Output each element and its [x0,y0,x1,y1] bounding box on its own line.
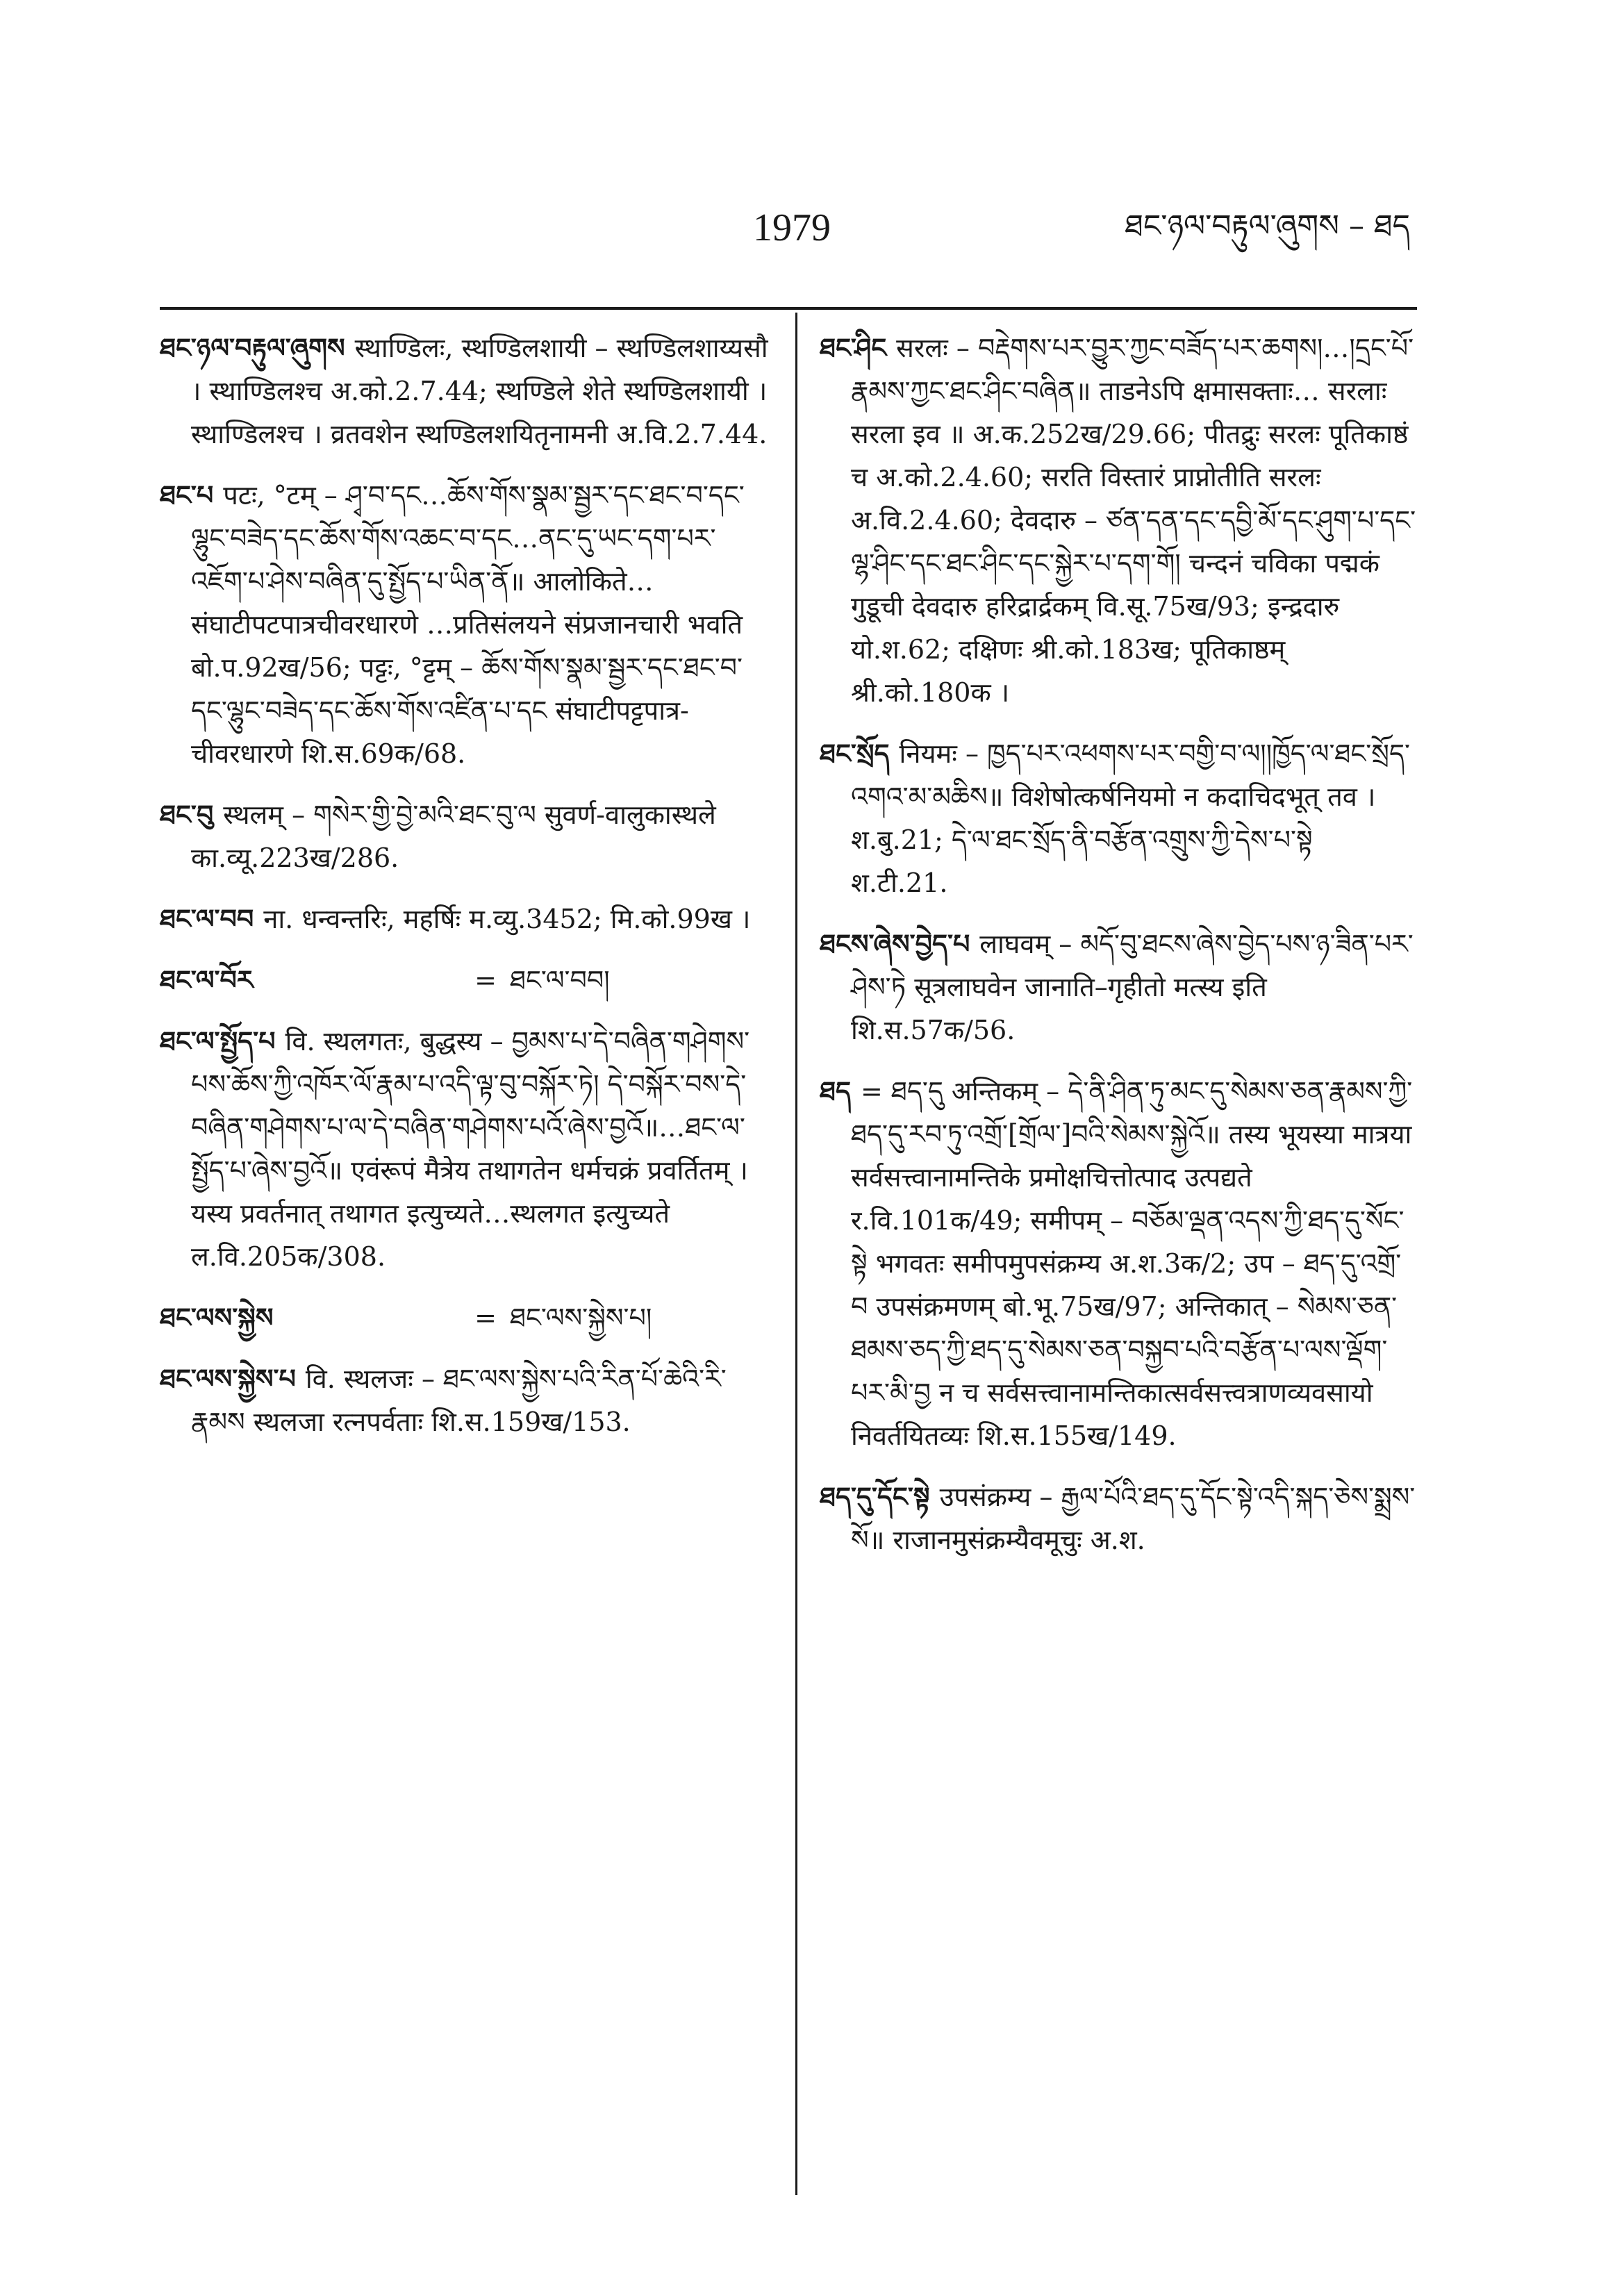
dictionary-entry [160,1357,771,1443]
dictionary-entry [820,732,1417,904]
entry-body: स्थलम् – གསེར་གྱི་བྱེ་མའི་ཐང་བུ་ལ सुवर्ण-वालुकास्थले का.व्यू.223ख/286. [191,800,716,873]
dictionary-entry [160,793,771,879]
entry-headword: ཐང་ཤིང [820,332,887,363]
cross-reference-entry [160,1296,771,1339]
dictionary-entry [820,326,1417,714]
entry-body: सरलः – བརྡེགས་པར་བྱུར་ཀྱང་བཟོད་པར་ཆགས།…།དྲང་པོ་རྣམས་ཀྱང་ཐང་ཤིང་བཞིན॥ ताडनेऽपि क्षमासक्ताः… सरलाः सरला इव ॥ अ.क.252ख/29.66; पीतद्रुः सरलः पूतिकाष्ठं च अ.को.2.4.60; सरति विस्तारं प्राप्नोतीति सरलः अ.वि.2.4.60; देवदारु – ཙན་དན་དང་དབྱི་མོ་དང་ཤུག་པ་དང་ལྷ་ཤིང་དང་ཐང་ཤིང་དང་སྐྱེར་པ་དག་གོ། चन्दनं चविका पद्मकं गुडूची देवदारु हरिद्रार्द्रकम् वि.सू.75ख/93; इन्द्रदारु यो.श.62; दक्षिणः श्री.को.183ख; पूतिकाष्ठम् श्री.को.180क । [851,333,1416,708]
left-column [160,326,771,1461]
entry-headword: ཐད [820,1075,851,1107]
entry-body: वि. स्थलजः – ཐང་ལས་སྐྱེས་པའི་རིན་པོ་ཆེའི་རི་རྣམས स्थलजा रत्नपर्वताः शि.स.159ख/153. [191,1364,727,1437]
running-head: ཐང་ཉལ་བརྟུལ་ཞུགས – ཐད [1125,208,1410,244]
dictionary-entry [160,1020,771,1278]
entry-headword: ཐང་བུ [160,799,214,830]
dictionary-entry [160,326,771,456]
entry-body: स्थाण्डिलः, स्थण्डिलशायी – स्थण्डिलशाय्यसौ । स्थाण्डिलश्च अ.को.2.7.44; स्थण्डिले शेते स्थण्डिलशायी । स्थाण्डिलश्च । व्रतवशेन स्थण्डिलशयितृनामनी अ.वि.2.7.44. [191,333,768,449]
equals-sign: = [474,1302,497,1333]
dictionary-entry [160,474,771,775]
entry-body: नियमः – ཁྱད་པར་འཕགས་པར་བགྱི་བ་ལ།།ཁྱོད་ལ་ཐང་སྲོད་འགའ་མ་མཆིས॥ विशेषोत्कर्षनियमो न कदाचिदभूत् तव । श.बु.21; དེ་ལ་ཐང་སྲོད་ནི་བརྩོན་འགྲུས་ཀྱི་དེས་པ་སྟེ श.टी.21. [851,738,1410,898]
entry-body: पटः, °टम् – ཤྭ་བ་དང…ཆོས་གོས་སྣམ་སྦྱར་དང་ཐང་བ་དང་ལྷུང་བཟེད་དང་ཆོས་གོས་འཆང་བ་དང…ནང་དུ་ཡང་དག་པར་འཇོག་པ་ཤེས་བཞིན་དུ་སྤྱོད་པ་ཡིན་ནོ॥ आलोकिते…संघाटीपटपात्रचीवरधारणे …प्रतिसंलयने संप्रजानचारी भवति बो.प.92ख/56; पट्टः, °ट्टम् – ཆོས་གོས་སྣམ་སྦྱར་དང་ཐང་བ་དང་ལྷུང་བཟེད་དང་ཆོས་གོས་འཛིན་པ་དང संघाटीपट्टपात्र-चीवरधारणे शि.स.69क/68. [191,480,745,769]
entry-headword: ཐང་སྲོད [820,738,890,769]
page-number: 1979 [753,206,831,249]
entry-headword: ཐངས་ཞེས་བྱེད་པ [820,928,970,959]
entry-headword: ཐད་དུ་དོང་སྟེ [820,1481,930,1512]
entry-headword: ཐང་ལ་བོར [160,964,254,995]
column-divider [795,313,797,2195]
right-column [820,326,1417,1580]
entry-headword: ཐང་ལས་སྐྱེས་པ [160,1363,296,1394]
dictionary-entry [820,1475,1417,1562]
dictionary-entry [160,897,771,941]
dictionary-entry [820,1070,1417,1457]
cross-reference-target: ཐང་ལས་སྐྱེས་པ། [510,1302,652,1333]
entry-body: ना. धन्वन्तरिः, महर्षिः म.व्यु.3452; मि.को.99ख । [263,904,751,934]
entry-headword: ཐང་པ [160,479,214,511]
equals-sign: = [474,965,497,995]
entry-body: वि. स्थलगतः, बुद्धस्य – བྱམས་པ་དེ་བཞིན་གཤེགས་པས་ཆོས་ཀྱི་འཁོར་ལོ་རྣམ་པ་འདི་ལྟ་བུ་བསྐོར་ཏེ། དེ་བསྐོར་བས་དེ་བཞིན་གཤེགས་པ་ལ་དེ་བཞིན་གཤེགས་པའོ་ཞེས་བྱའོ॥…ཐང་ལ་སྤྱོད་པ་ཞེས་བྱའོ॥ एवंरूपं मैत्रेय तथागतेन धर्मचक्रं प्रवर्तितम् । यस्य प्रवर्तनात् तथागत इत्युच्यते…स्थलगत इत्युच्यते ल.वि.205क/308. [191,1026,750,1272]
entry-body: उपसंक्रम्य – རྒྱལ་པོའི་ཐད་དུ་དོང་སྟེ་འདི་སྐད་ཅེས་སྨྲས་སོ॥ राजानमुसंक्रम्यैवमूचुः अ.श. [851,1482,1416,1555]
entry-body: = ཐད་དུ अन्तिकम् – དེ་ནི་ཤིན་ཏུ་མང་དུ་སེམས་ཅན་རྣམས་ཀྱི་ཐད་དུ་རབ་ཏུ་འགྲོ་[གྲོལ་]བའི་སེམས་སྐྱེའོ॥ तस्य भूयस्या मात्रया सर्वसत्त्वानामन्तिके प्रमोक्षचित्तोत्पाद उत्पद्यते र.वि.101क/49; समीपम् – བཅོམ་ལྡན་འདས་ཀྱི་ཐད་དུ་སོང་སྟེ भगवतः समीपमुपसंक्रम्य अ.श.3क/2; उप – ཐད་དུ་འགྲོ་བ उपसंक्रमणम् बो.भू.75ख/97; अन्तिकात् – སེམས་ཅན་ཐམས་ཅད་ཀྱི་ཐད་དུ་སེམས་ཅན་བསྐྱབ་པའི་བརྩོན་པ་ལས་ལྡོག་པར་མི་བྱ न च सर्वसत्त्वानामन्तिकात्सर्वसत्त्वत्राणव्यवसायो निवर्तयितव्यः शि.स.155ख/149. [851,1076,1413,1451]
entry-headword: ཐང་ལ་བབ [160,903,254,934]
cross-reference-target: ཐང་ལ་བབ། [510,965,610,995]
entry-headword: ཐང་ཉལ་བརྟུལ་ཞུགས [160,332,345,363]
entry-headword: ཐང་ལ་སྤྱོད་པ [160,1025,276,1057]
cross-reference-entry [160,959,771,1002]
entry-body: लाघवम् – མདོ་བུ་ཐངས་ཞེས་བྱེད་པས་ཉ་ཟིན་པར་ཤེས་ཏེ सूत्रलाघवेन जानाति–गृहीतो मत्स्य इति शि.स.57क/56. [851,929,1414,1045]
top-rule [160,307,1417,310]
dictionary-entry [820,922,1417,1052]
entry-headword: ཐང་ལས་སྐྱེས [160,1302,274,1333]
